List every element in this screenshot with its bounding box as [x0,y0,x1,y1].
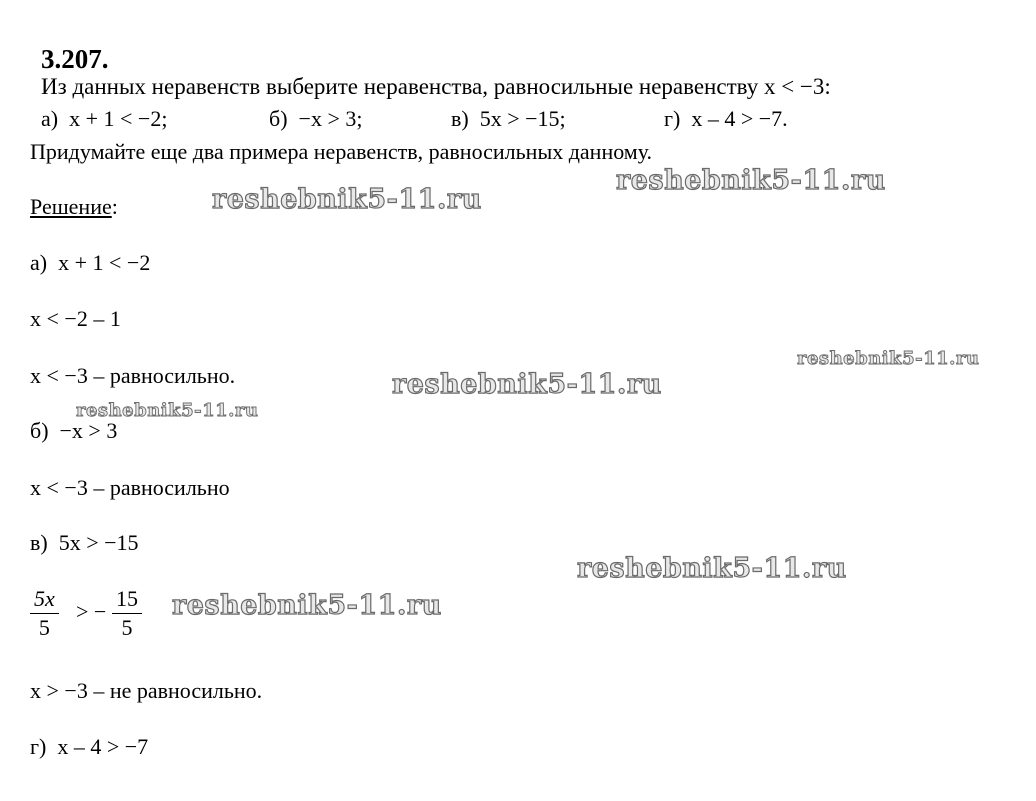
step-a-line1: x < −2 – 1 [30,306,121,331]
fraction-relation: > − [76,599,107,624]
step-b-result: x < −3 – равносильно [30,475,230,500]
step-g-title: г) x – 4 > −7 [30,734,149,759]
fraction-right-denominator: 5 [121,615,133,640]
fraction-right-numerator: 15 [116,586,138,611]
option-g [653,80,788,132]
option-b-expr: −x > 3; [298,106,363,131]
solution-heading-text: Решение [30,194,112,219]
watermark: reshebnik5-11.ru [577,553,847,584]
step-b-title: б) −x > 3 [30,418,118,443]
watermark: reshebnik5-11.ru [172,590,442,621]
task-text: Из данных неравенств выберите неравенства, равносильные неравенству x < −3: [41,74,831,99]
option-g-label: г) [664,106,681,131]
watermark: reshebnik5-11.ru [616,165,886,196]
step-v-title: в) 5x > −15 [30,530,139,555]
option-v-expr: 5x > −15; [479,106,566,131]
watermark: reshebnik5-11.ru [392,369,662,400]
fraction-left [30,585,59,642]
option-a-label: а) [41,106,59,131]
option-g-expr: x – 4 > −7. [691,106,788,131]
solution-heading [30,194,118,220]
option-v [440,80,566,132]
watermark: reshebnik5-11.ru [212,184,482,215]
task-number: 3.207. [41,44,109,74]
option-a-expr: x + 1 < −2; [69,106,168,131]
fraction-left-numerator: 5x [34,586,55,611]
watermark: reshebnik5-11.ru [797,348,980,369]
option-b-label: б) [269,106,288,131]
watermark: reshebnik5-11.ru [76,400,259,421]
fraction-right [112,585,142,642]
step-a-result: x < −3 – равносильно. [30,363,236,388]
step-v-result: x > −3 – не равносильно. [30,678,263,703]
prompt-text: Придумайте еще два примера неравенств, равносильных данному. [30,139,653,164]
option-a [30,80,167,132]
step-a-title: а) x + 1 < −2 [30,250,151,275]
fraction-left-denominator: 5 [38,615,50,640]
option-v-label: в) [451,106,469,131]
solution-heading-colon: : [111,194,118,219]
option-b [258,80,362,132]
